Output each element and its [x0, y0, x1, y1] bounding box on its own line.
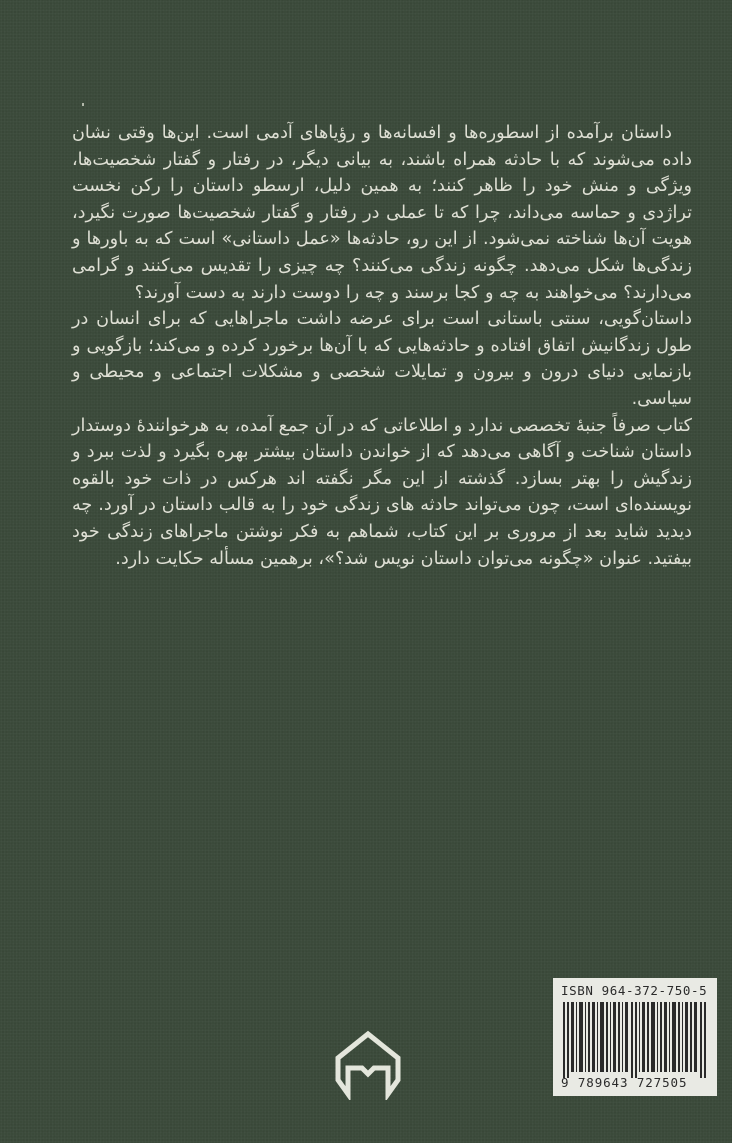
blurb-paragraph-3: کتاب صرفاً جنبهٔ تخصصی ندارد و اطلاعاتی که در آن جمع آمده، به هرخوانندهٔ دوستدار داستان شناخت و آگاهی می‌دهد که از خواندن داستان بیشتر بهره بگیرد و لذت ببرد و زندگیش را بهتر بسازد. گذشته از این مگر نگفته اند هرکس در ذات خود بالقوه نویسنده‌ای است، چون می‌تواند حادثه های زندگی خود را به قالب داستان در آورد. چه دیدید شاید بعد از مروری بر این کتاب، شماهم به فکر نوشتن ماجراهای زندگی خود بیفتید. عنوان «چگونه می‌توان داستان نویس شد؟»، برهمین مسأله حکایت دارد.	[72, 415, 692, 569]
ean-digits: 9 789643 727505	[561, 1075, 688, 1090]
blurb-paragraph-2: داستان‌گویی، سنتی باستانی است برای عرضه داشت ماجراهایی که برای انسان در طول زندگانیش اتفاق افتاده و حادثه‌هایی که با آن‌ها برخورد کرده و می‌کند؛ بازگویی و بازنمایی دنیای درون و بیرون و تمایلات شخصی و مشکلات اجتماعی و محیطی و سیاسی.	[72, 309, 692, 409]
isbn-label: ISBN 964-372-750-5	[561, 983, 708, 998]
publisher-logo	[328, 1030, 408, 1100]
isbn-barcode-box	[553, 978, 717, 1096]
print-speck	[82, 103, 84, 106]
barcode-icon	[561, 1002, 709, 1078]
house-m-logo-icon	[328, 1030, 408, 1100]
back-cover-blurb	[72, 120, 692, 572]
blurb-paragraph-1: داستان برآمده از اسطوره‌ها و افسانه‌ها و رؤیاهای آدمی است. این‌ها وقتی نشان داده می‌شوند که با حادثه همراه باشند، به بیانی دیگر، در رفتار و گفتار شخصیت‌ها، ویژگی و منش خود را ظاهر کنند؛ به همین دلیل، ارسطو داستان را رکن نخست تراژدی و حماسه می‌داند، چرا که تا عملی در رفتار و گفتار شخصیت‌ها صورت نگیرد، هویت آن‌ها شناخته نمی‌شود. از این رو، حادثه‌ها «عمل داستانی» است که به باورها و زندگی‌ها شکل می‌دهد. چگونه زندگی می‌کنند؟ چه چیزی را تقدیس می‌کنند و گرامی می‌دارند؟ می‌خواهند به چه و کجا برسند و چه را دوست دارند به دست آورند؟	[72, 123, 692, 303]
